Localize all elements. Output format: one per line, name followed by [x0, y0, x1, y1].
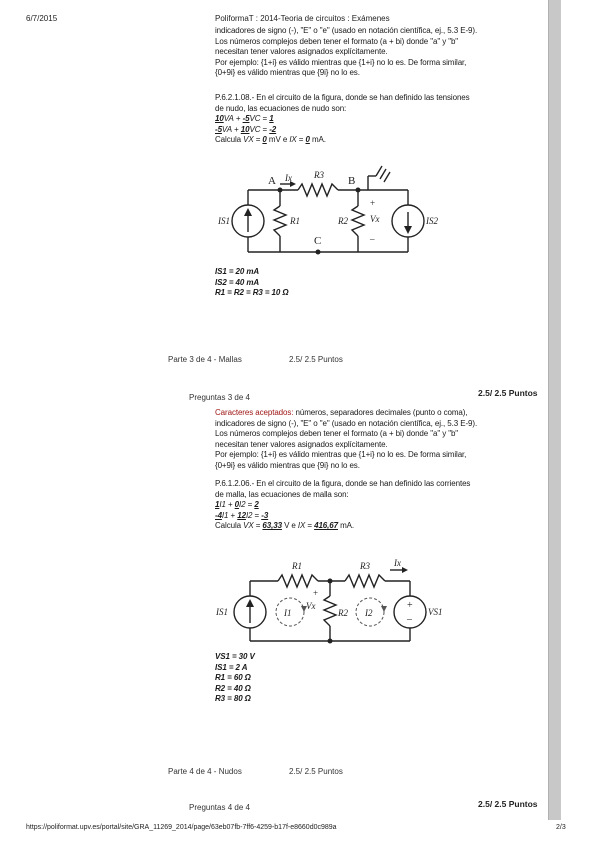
equation-2: -4I1 + 12I2 = -3: [215, 510, 269, 520]
answer-field[interactable]: -2: [269, 124, 277, 134]
answer-field[interactable]: -5: [242, 114, 250, 123]
svg-text:+: +: [313, 588, 319, 598]
question-3-header: Preguntas 3 de 4: [189, 393, 250, 402]
svg-text:R1: R1: [290, 216, 300, 226]
part-4-title[interactable]: Parte 4 de 4 - Nudos: [168, 767, 242, 776]
svg-text:+: +: [370, 198, 376, 208]
answer-field[interactable]: 2: [254, 500, 259, 509]
svg-text:A: A: [268, 175, 276, 187]
answer-field[interactable]: -4: [215, 510, 222, 520]
print-date: 6/7/2015: [26, 14, 58, 23]
given-values-2: VS1 = 30 V IS1 = 2 A R1 = 60 Ω R2 = 40 Ω R3 = 80 Ω: [215, 652, 255, 703]
svg-text:R2: R2: [338, 216, 348, 226]
svg-text:+: +: [407, 600, 413, 611]
question-nodes: P.6.2.1.08.- En el circuito de la figura, donde se han definido las tensiones de nudo, las ecuaciones de nudo son: 10VA + -5VC = 1 -5VA + 10VC = -2 Calcula VX = 0 mV e IX = 0 mA.: [215, 93, 545, 146]
question-intro: P.6.1.2.06.- En el circuito de la figura, donde se han definido las corrientes: [215, 479, 471, 488]
part-3-title[interactable]: Parte 3 de 4 - Mallas: [168, 355, 242, 364]
svg-text:Vx: Vx: [306, 601, 316, 611]
answer-field[interactable]: 10: [240, 124, 250, 134]
svg-text:IS1: IS1: [218, 216, 230, 226]
question-meshes: Caracteres aceptados: números, separadores decimales (punto o coma), indicadores de signo (-), "E" o "e" (usado en notación científica, ej., 5.3 E-9). Los números complejos deben tener el formato (a + bi) donde "a" y "b" necesitan tener valores asignados explícitamente. Por ejemplo: {1+i} es válido mientras que {1+i} no lo es. De forma similar, {0+9i} es válido mientras que {9i} no lo es. P.6.1.2.06.- En el circuito de la figura, donde se han definido las corrientes de malla, las ecuaciones de malla son: 1I1 + 0I2 = 2 -4I1 + 12I2 = -3 Calcula VX = 63,33 V e IX = 416,67 mA.: [215, 408, 545, 532]
accepted-chars-label: Caracteres aceptados:: [215, 408, 294, 417]
answer-field[interactable]: 1: [269, 114, 274, 123]
svg-text:Vx: Vx: [370, 214, 380, 224]
answer-field[interactable]: 12: [237, 510, 246, 520]
answer-field[interactable]: 0: [305, 135, 310, 144]
question-4-points: 2.5/ 2.5 Puntos: [478, 799, 538, 809]
svg-text:R3: R3: [360, 561, 370, 571]
page-url: https://poliformat.upv.es/portal/site/GRA_11269_2014/page/63eb07fb-7ff6-4259-b17f-e8660d0c989a: [26, 824, 337, 831]
page-title: PoliformaT : 2014-Teoria de circuitos : Exámenes: [215, 14, 390, 23]
answer-field[interactable]: 416,67: [314, 521, 338, 530]
node-circuit-diagram: [210, 162, 440, 262]
svg-text:Ix: Ix: [394, 558, 401, 568]
calc-line: Calcula VX = 0 mV e IX = 0 mA.: [215, 135, 326, 144]
svg-text:C: C: [314, 235, 322, 247]
equation-1: 1I1 + 0I2 = 2: [215, 500, 259, 509]
answer-field[interactable]: 0: [262, 135, 267, 144]
svg-text:R2: R2: [338, 608, 348, 618]
part-4-points: 2.5/ 2.5 Puntos: [289, 767, 343, 776]
question-4-header: Preguntas 4 de 4: [189, 803, 250, 812]
svg-text:Ix: Ix: [285, 173, 292, 183]
svg-text:IS2: IS2: [426, 216, 438, 226]
svg-text:I2: I2: [365, 608, 373, 618]
scrollbar[interactable]: [548, 0, 561, 820]
page-number: 2/3: [556, 824, 566, 831]
answer-field[interactable]: 10: [215, 114, 224, 123]
svg-text:–: –: [370, 234, 375, 244]
equation-2: -5VA + 10VC = -2: [215, 124, 277, 134]
svg-text:B: B: [348, 175, 356, 187]
calc-line: Calcula VX = 63,33 V e IX = 416,67 mA.: [215, 521, 355, 530]
given-values-1: IS1 = 20 mA IS2 = 40 mA R1 = R2 = R3 = 10 Ω: [215, 267, 289, 297]
part-3-points: 2.5/ 2.5 Puntos: [289, 355, 343, 364]
question-3-points: 2.5/ 2.5 Puntos: [478, 388, 538, 398]
answer-field[interactable]: 63,33: [262, 521, 282, 530]
top-instructions: indicadores de signo (-), "E" o "e" (usado en notación científica, ej., 5.3 E-9). Los números complejos deben tener el formato (a + bi) donde "a" y "b" necesitan tener valores asignados explícitamente. Por ejemplo: {1+i} es válido mientras que {1+i} no lo es. De forma similar, {0+9i} es válido mientras que {9i} no lo es.: [215, 26, 478, 77]
svg-text:I1: I1: [284, 608, 292, 618]
answer-field[interactable]: 0: [234, 500, 240, 509]
answer-field[interactable]: 1: [215, 500, 220, 509]
mesh-circuit-diagram: [210, 556, 445, 648]
answer-field[interactable]: -5: [215, 124, 222, 134]
svg-text:R1: R1: [292, 561, 302, 571]
answer-field[interactable]: -3: [261, 510, 269, 520]
question-intro: P.6.2.1.08.- En el circuito de la figura, donde se han definido las tensiones: [215, 93, 470, 102]
svg-text:–: –: [407, 614, 412, 625]
svg-text:IS1: IS1: [216, 607, 228, 617]
equation-1: 10VA + -5VC = 1: [215, 114, 274, 123]
svg-text:VS1: VS1: [428, 607, 443, 617]
svg-text:R3: R3: [314, 170, 324, 180]
